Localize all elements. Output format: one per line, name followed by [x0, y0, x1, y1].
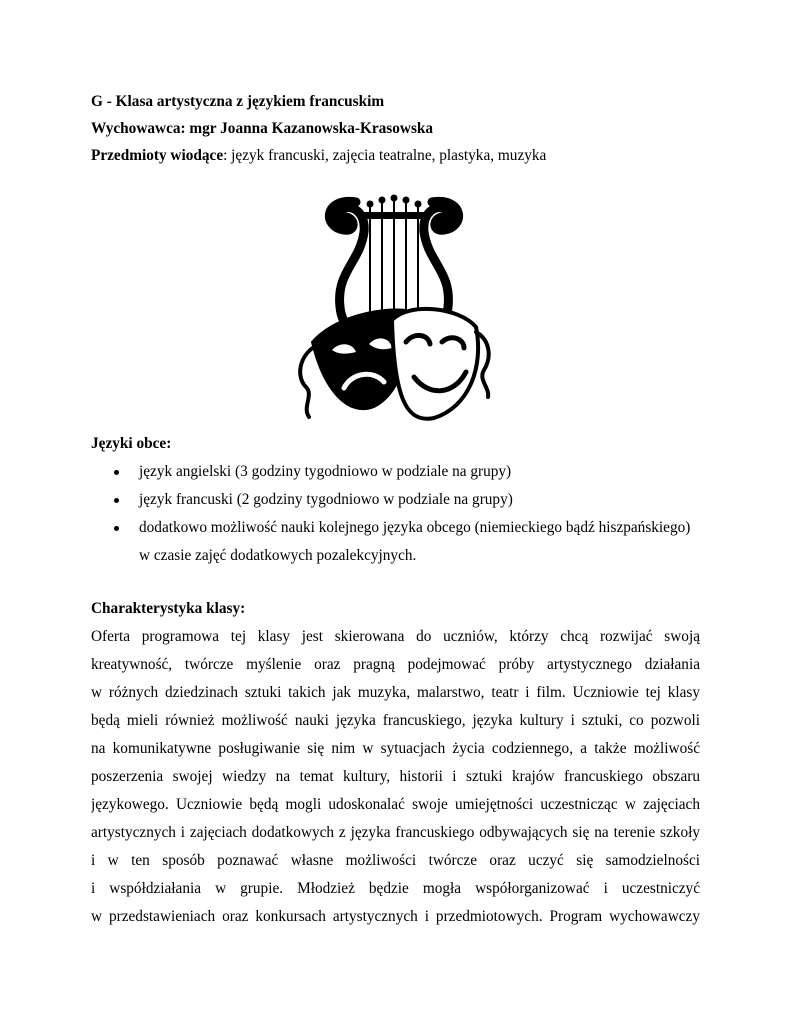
paragraph-line: będą mieli również możliwość nauki języka francuskiego, języka kultury i sztuki, co pozwoli	[91, 712, 700, 729]
paragraph-line: Oferta programowa tej klasy jest skierowana do uczniów, którzy chcą rozwijać swoją	[91, 628, 700, 645]
list-item: język francuski (2 godziny tygodniowo w podziale na grupy)	[139, 491, 513, 508]
comedy-mask-icon	[392, 309, 489, 419]
bullet-icon	[114, 526, 119, 531]
subjects-line	[91, 146, 546, 166]
paragraph-line: i w ten sposób poznawać własne możliwości twórcze oraz uczyć się samodzielności	[91, 852, 700, 869]
paragraph-line: i współdziałania w grupie. Młodzież będzie mogła współorganizować i uczestniczyć	[91, 880, 700, 897]
paragraph-line: na komunikatywne posługiwanie się nim w sytuacjach życia codziennego, a także możliwość	[91, 740, 700, 757]
paragraph-line: artystycznych i zajęciach dodatkowych z języka francuskiego odbywających się na terenie szkoły	[91, 824, 700, 841]
class-title: G - Klasa artystyczna z językiem francuskim	[91, 93, 385, 110]
paragraph-line: językowego. Uczniowie będą mogli udoskonalać swoje umiejętności uczestnicząc w zajęciach	[91, 796, 700, 813]
lyre-icon	[329, 195, 458, 328]
list-item: język angielski (3 godziny tygodniowo w podziale na grupy)	[139, 463, 512, 480]
bullet-icon	[114, 470, 119, 475]
list-item-continuation: w czasie zajęć dodatkowych pozalekcyjnych.	[139, 547, 417, 564]
paragraph-line: kreatywność, twórcze myślenie oraz pragną podejmować próby artystycznego działania	[91, 656, 700, 673]
lyre-with-theatre-masks-icon	[294, 192, 494, 424]
characteristics-title: Charakterystyka klasy:	[91, 600, 246, 617]
bullet-icon	[114, 498, 119, 503]
paragraph-line: w przedstawieniach oraz konkursach artystycznych i przedmiotowych. Program wychowawczy	[91, 908, 700, 925]
paragraph-line: poszerzenia swojej wiedzy na temat kultury, historii i sztuki krajów francuskiego obszaru	[91, 768, 700, 785]
subjects-value: : język francuski, zajęcia teatralne, plastyka, muzyka	[223, 147, 547, 164]
teacher-line: Wychowawca: mgr Joanna Kazanowska-Krasowska	[91, 120, 434, 137]
subjects-label: Przedmioty wiodące	[91, 147, 224, 164]
paragraph-line: w różnych dziedzinach sztuki takich jak muzyka, malarstwo, teatr i film. Uczniowie tej klasy	[91, 684, 700, 701]
languages-title: Języki obce:	[91, 435, 172, 452]
list-item: dodatkowo możliwość nauki kolejnego języka obcego (niemieckiego bądź hiszpańskiego)	[139, 519, 691, 536]
